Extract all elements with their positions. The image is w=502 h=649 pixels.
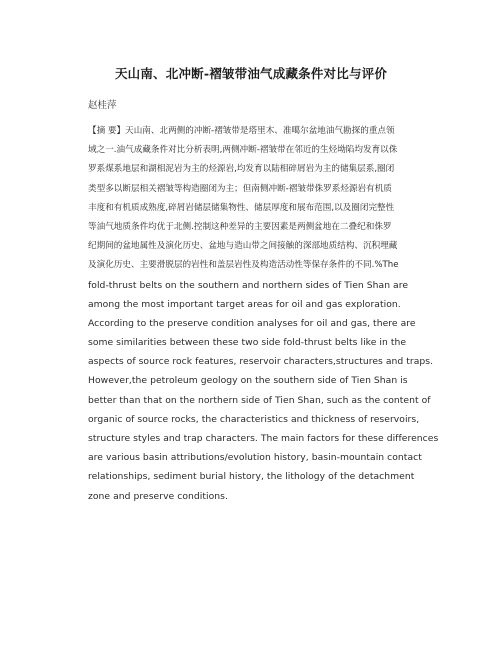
abstract-line: According to the preserve condition analyses for oil and gas, there are xyxy=(88,317,416,329)
abstract-line: fold-thrust belts on the southern and northern sides of Tien Shan are xyxy=(88,279,409,291)
paper-title: 天山南、北冲断-褶皱带油气成藏条件对比与评价 xyxy=(114,66,388,81)
abstract-line: 类型多以断层相关褶皱等构造圈闭为主；但南侧冲断-褶皱带侏罗系烃源岩有机质 xyxy=(88,183,392,194)
abstract-line: better than that on the northern side of Tien Shan, such as the content of xyxy=(88,394,431,406)
abstract-line: relationships, sediment burial history, the lithology of the detachment xyxy=(88,471,415,483)
abstract-line: However,the petroleum geology on the southern side of Tien Shan is xyxy=(88,375,408,387)
abstract-label: 【摘 要】 xyxy=(88,126,126,136)
abstract-line: aspects of source rock features, reservoir characters,structures and traps. xyxy=(88,356,434,368)
abstract-line: some similarities between these two side fold-thrust belts like in the xyxy=(88,337,407,349)
abstract-line: are various basin attributions/evolution history, basin-mountain contact xyxy=(88,452,422,464)
abstract-line: zone and preserve conditions. xyxy=(88,490,228,502)
abstract-line: among the most important target areas for oil and gas exploration. xyxy=(88,298,401,310)
abstract-line: 罗系煤系地层和湖相泥岩为主的烃源岩,均发育以陆相碎屑岩为主的储集层系,圈闭 xyxy=(88,164,395,175)
paper-author: 赵桂萍 xyxy=(88,100,117,111)
abstract-line xyxy=(88,122,414,141)
abstract-block xyxy=(88,122,439,506)
abstract-line: 等油气地质条件均优于北侧.控制这种差异的主要因素是两侧盆地在二叠纪和侏罗 xyxy=(88,221,392,232)
abstract-line-text: 天山南、北两侧的冲断-褶皱带是塔里木、准噶尔盆地油气勘探的重点领 xyxy=(125,126,395,136)
abstract-line: 丰度和有机质成熟度,碎屑岩储层储集物性、储层厚度和展布范围,以及圈闭完整性 xyxy=(88,202,395,213)
abstract-line: 纪期间的盆地属性及演化历史、盆地与造山带之间接触的深部地质结构、沉积埋藏 xyxy=(88,241,398,252)
abstract-line: structure styles and trap characters. The main factors for these differences xyxy=(88,433,439,444)
abstract-line: 及演化历史、主要滑脱层的岩性和盖层岩性及构造活动性等保存条件的不同.%The xyxy=(88,260,399,271)
abstract-line: organic of source rocks, the characteristics and thickness of reservoirs, xyxy=(88,413,420,425)
abstract-line: 域之一.油气成藏条件对比分析表明,两侧冲断-褶皱带在邻近的生烃坳陷均发育以侏 xyxy=(88,145,398,156)
